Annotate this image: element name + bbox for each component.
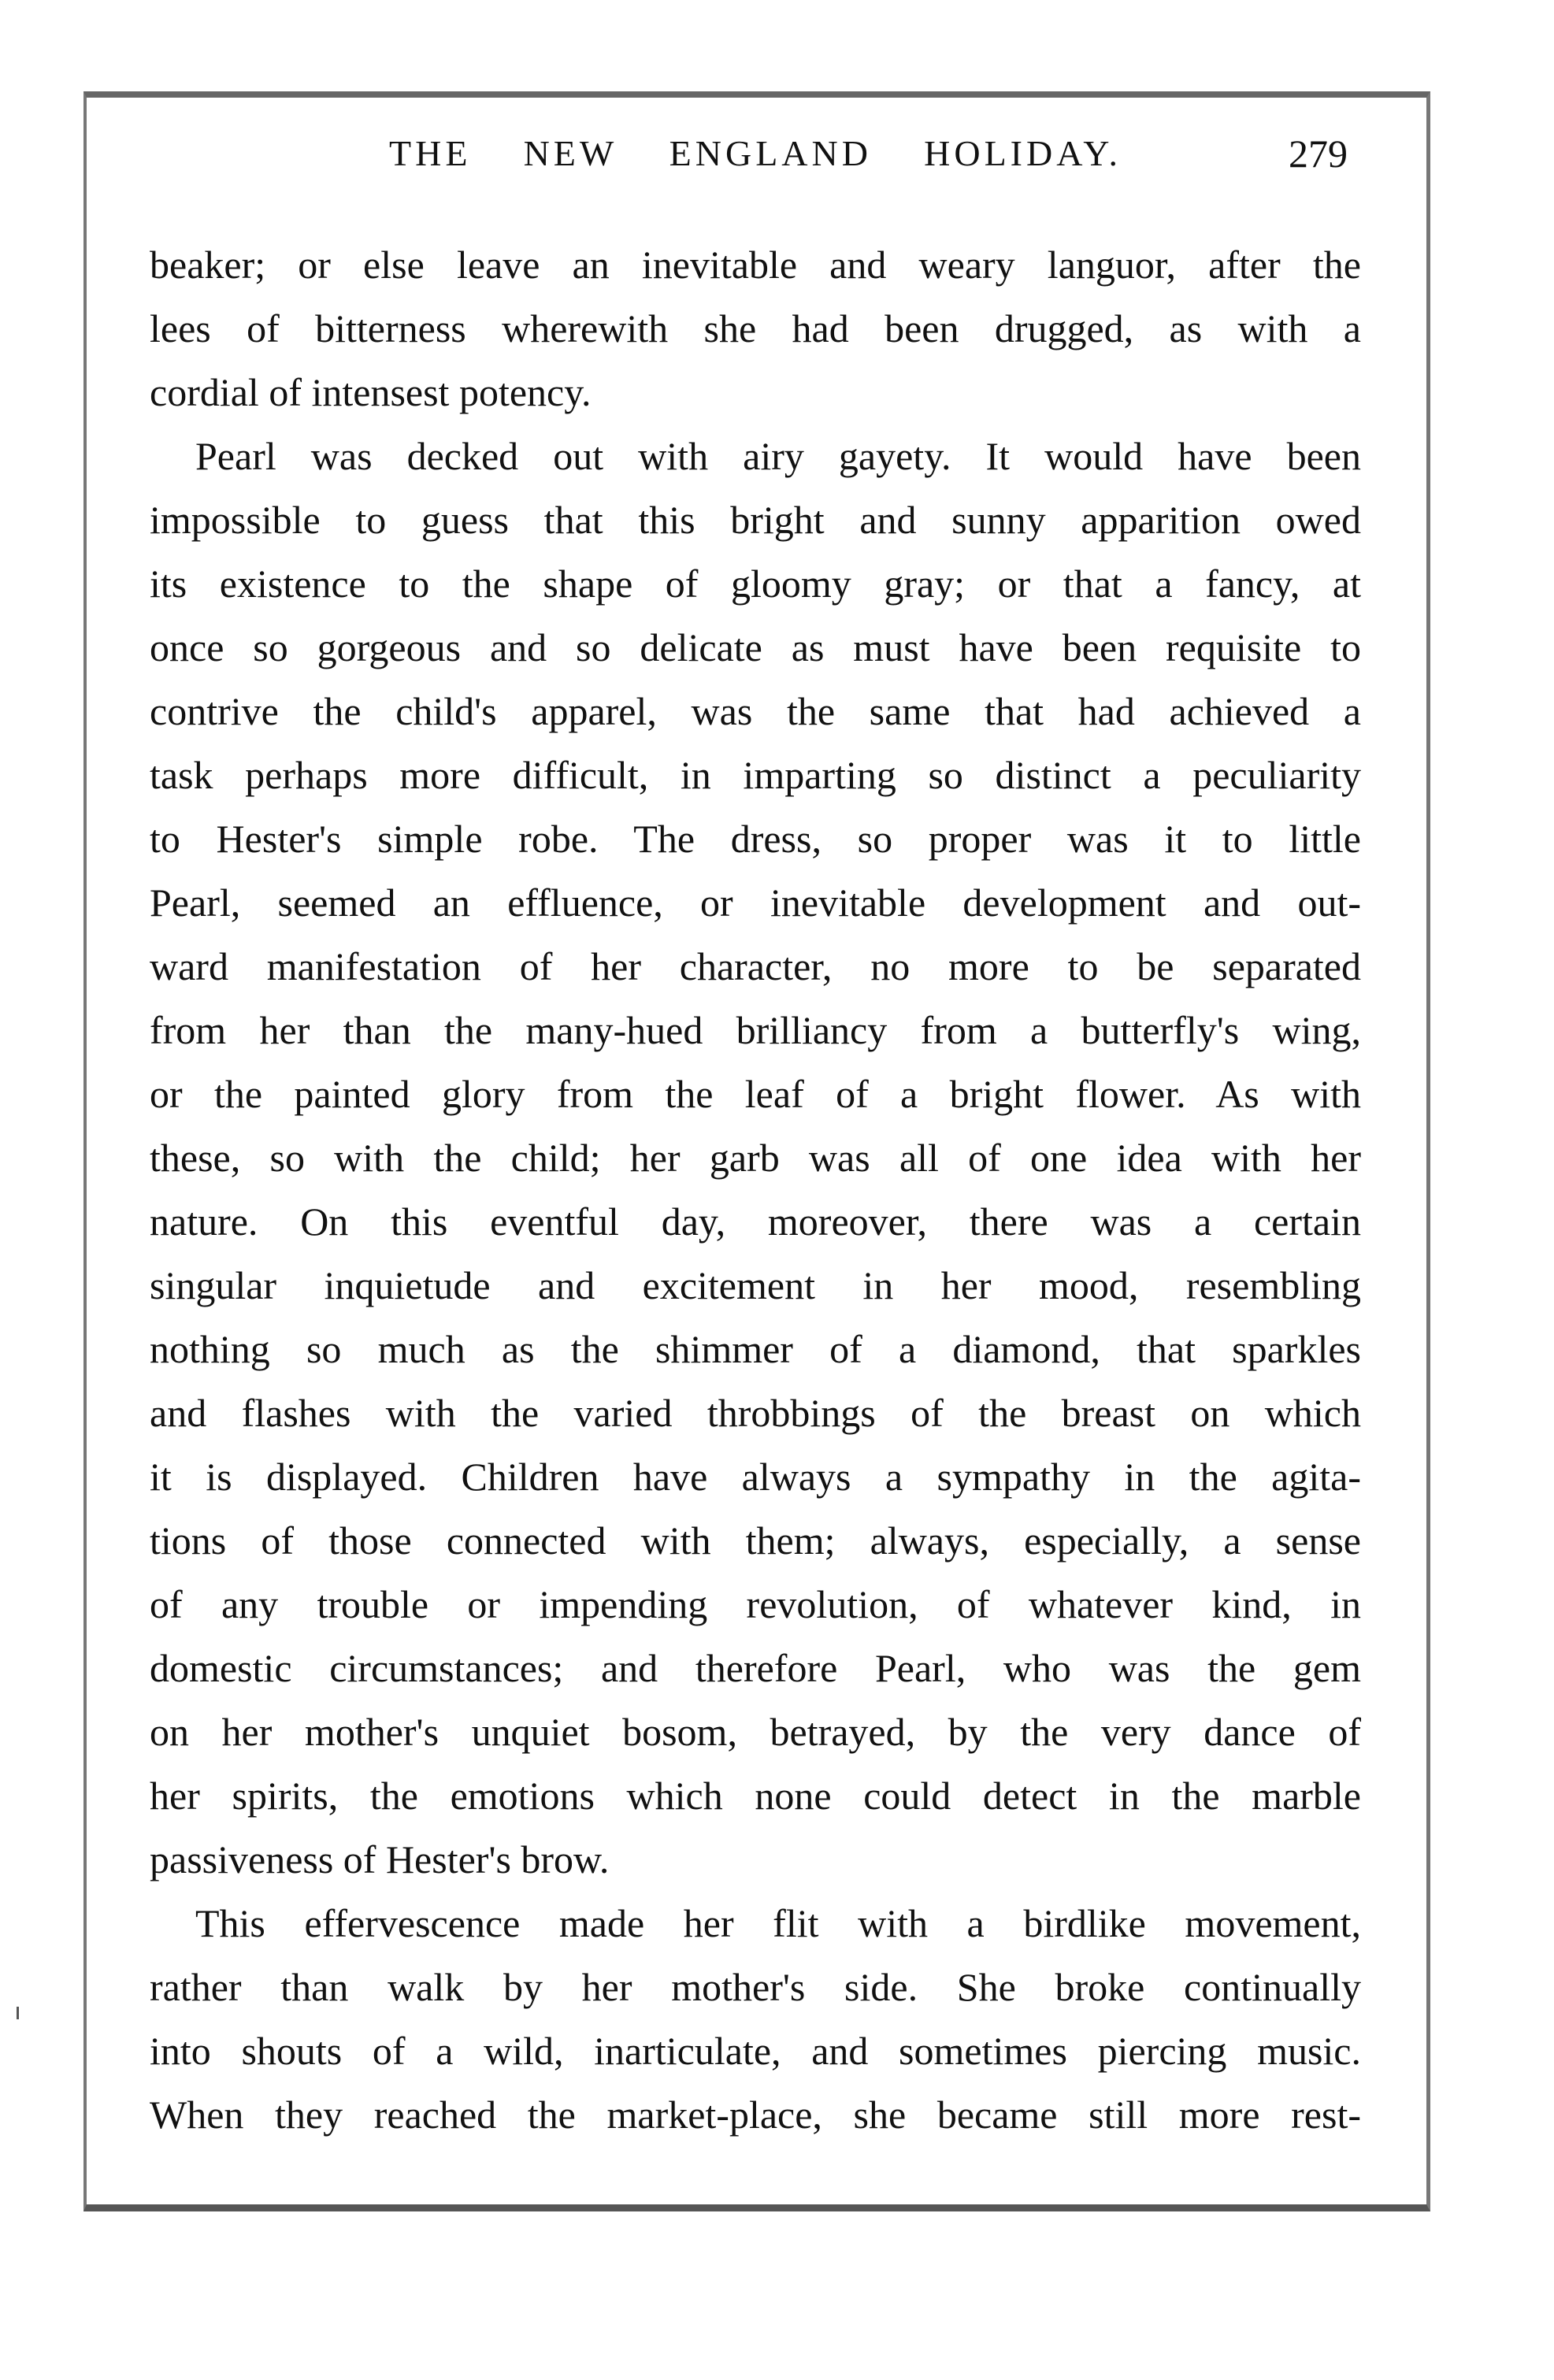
text-line: task perhaps more difficult, in imparting so distinct a peculiarity xyxy=(150,753,1361,797)
text-line: into shouts of a wild, inarticulate, and sometimes piercing music. xyxy=(150,2029,1361,2073)
text-line: on her mother's unquiet bosom, betrayed, by the very dance of xyxy=(150,1710,1361,1754)
text-line: When they reached the market-place, she became still more rest- xyxy=(150,2093,1361,2137)
text-line: nature. On this eventful day, moreover, there was a certain xyxy=(150,1199,1361,1244)
text-line: passiveness of Hester's brow. xyxy=(150,1837,610,1881)
text-line: nothing so much as the shimmer of a diamond, that sparkles xyxy=(150,1327,1361,1371)
text-line: Pearl, seemed an effluence, or inevitable development and out- xyxy=(150,880,1361,925)
running-header: THE NEW ENGLAND HOLIDAY. xyxy=(389,133,1122,173)
text-line: tions of those connected with them; always, especially, a sense xyxy=(150,1518,1361,1563)
text-line: from her than the many-hued brilliancy from a butterfly's wing, xyxy=(150,1008,1361,1052)
text-line: rather than walk by her mother's side. She broke continually xyxy=(150,1965,1361,2009)
text-line: or the painted glory from the leaf of a bright flower. As with xyxy=(150,1072,1361,1116)
text-line: her spirits, the emotions which none could detect in the marble xyxy=(150,1774,1361,1818)
text-line: impossible to guess that this bright and sunny apparition owed xyxy=(150,498,1361,542)
text-line: Pearl was decked out with airy gayety. It would have been xyxy=(195,434,1361,478)
text-line: it is displayed. Children have always a sympathy in the agita- xyxy=(150,1455,1361,1499)
text-line: cordial of intensest potency. xyxy=(150,370,592,414)
scan-mark xyxy=(17,2007,19,2019)
text-line: ward manifestation of her character, no more to be separated xyxy=(150,944,1361,988)
page-number: 279 xyxy=(1289,132,1348,176)
text-line: beaker; or else leave an inevitable and weary languor, after the xyxy=(150,243,1361,287)
text-line: lees of bitterness wherewith she had been drugged, as with a xyxy=(150,306,1361,350)
body-text xyxy=(150,233,1361,2147)
text-line: these, so with the child; her garb was all of one idea with her xyxy=(150,1136,1361,1180)
text-line: and flashes with the varied throbbings of the breast on which xyxy=(150,1391,1361,1435)
text-line: once so gorgeous and so delicate as must have been requisite to xyxy=(150,625,1361,669)
text-line: singular inquietude and excitement in her mood, resembling xyxy=(150,1263,1361,1307)
text-line: to Hester's simple robe. The dress, so proper was it to little xyxy=(150,817,1361,861)
text-line: of any trouble or impending revolution, of whatever kind, in xyxy=(150,1582,1361,1626)
text-line: This effervescence made her flit with a birdlike movement, xyxy=(195,1901,1361,1945)
text-line: contrive the child's apparel, was the same that had achieved a xyxy=(150,689,1361,733)
text-line: domestic circumstances; and therefore Pearl, who was the gem xyxy=(150,1646,1361,1690)
text-line: its existence to the shape of gloomy gray; or that a fancy, at xyxy=(150,562,1361,606)
